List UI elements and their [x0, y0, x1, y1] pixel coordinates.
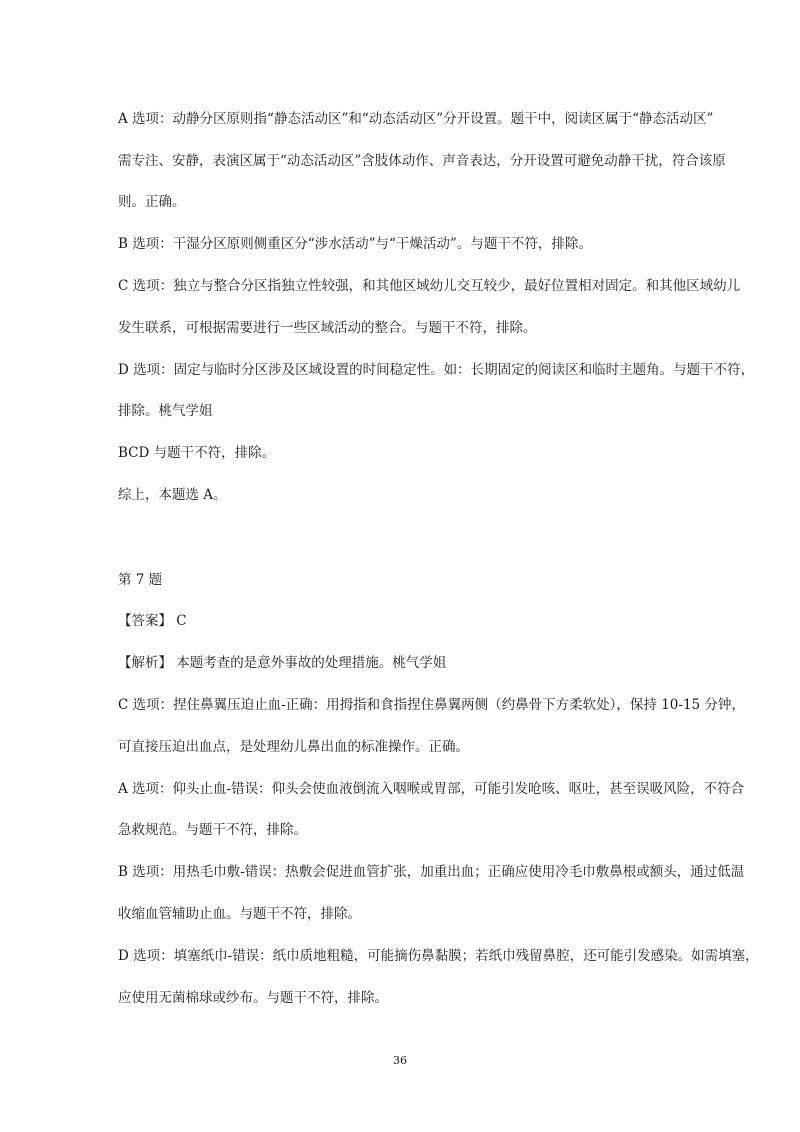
option-d-line-1: D 选项：固定与临时分区涉及区域设置的时间稳定性。如：长期固定的阅读区和临时主题角。与题干不符， — [118, 362, 755, 378]
option-a-line-1: A 选项：动静分区原则指“静态活动区”和“动态活动区”分开设置。题干中，阅读区属于“静态活动区” — [118, 111, 714, 127]
summary-line: 综上，本题选 A。 — [118, 487, 227, 503]
q7-option-a-line-2: 急救规范。与题干不符，排除。 — [118, 822, 307, 838]
bcd-conclusion: BCD 与题干不符，排除。 — [118, 445, 276, 461]
option-a-line-2: 需专注、安静，表演区属于“动态活动区”含肢体动作、声音表达，分开设置可避免动静干扰，符合该原 — [118, 153, 726, 169]
q7-option-c-line-2: 可直接压迫出血点，是处理幼儿鼻出血的标准操作。正确。 — [118, 739, 469, 755]
q7-option-b-line-2: 收缩血管辅助止血。与题干不符，排除。 — [118, 906, 361, 922]
option-c-line-2: 发生联系，可根据需要进行一些区域活动的整合。与题干不符，排除。 — [118, 320, 537, 336]
q7-option-d-line-1: D 选项：填塞纸巾-错误：纸巾质地粗糙，可能摘伤鼻黏膜；若纸巾残留鼻腔，还可能引发感染。如需填塞， — [118, 948, 759, 964]
q7-option-d-line-2: 应使用无菌棉球或纱布。与题干不符，排除。 — [118, 990, 388, 1006]
option-b-line-1: B 选项：干湿分区原则侧重区分“涉水活动”与“干燥活动”。与题干不符，排除。 — [118, 236, 592, 252]
answer-line: 【答案】 C — [118, 613, 187, 629]
page-number: 36 — [393, 1054, 407, 1067]
q7-option-b-line-1: B 选项：用热毛巾敷-错误：热敷会促进血管扩张，加重出血；正确应使用冷毛巾敷鼻根或额头，通过低温 — [118, 864, 745, 880]
question-title: 第 7 题 — [118, 572, 163, 588]
q7-option-a-line-1: A 选项：仰头止血-错误：仰头会使血液倒流入咽喉或胃部，可能引发呛咳、呕吐，甚至误吸风险，不符合 — [118, 781, 745, 797]
option-a-line-3: 则。正确。 — [118, 194, 186, 210]
option-c-line-1: C 选项：独立与整合分区指独立性较强，和其他区域幼儿交互较少，最好位置相对固定。和其他区域幼儿 — [118, 278, 741, 294]
option-d-line-2: 排除。桃气学姐 — [118, 403, 213, 419]
q7-option-c-line-1: C 选项：捏住鼻翼压迫止血-正确：用拇指和食指捏住鼻翼两侧（约鼻骨下方柔软处），保持 10-15 分钟， — [118, 697, 745, 713]
analysis-line: 【解析】 本题考查的是意外事故的处理措施。桃气学姐 — [118, 655, 447, 671]
